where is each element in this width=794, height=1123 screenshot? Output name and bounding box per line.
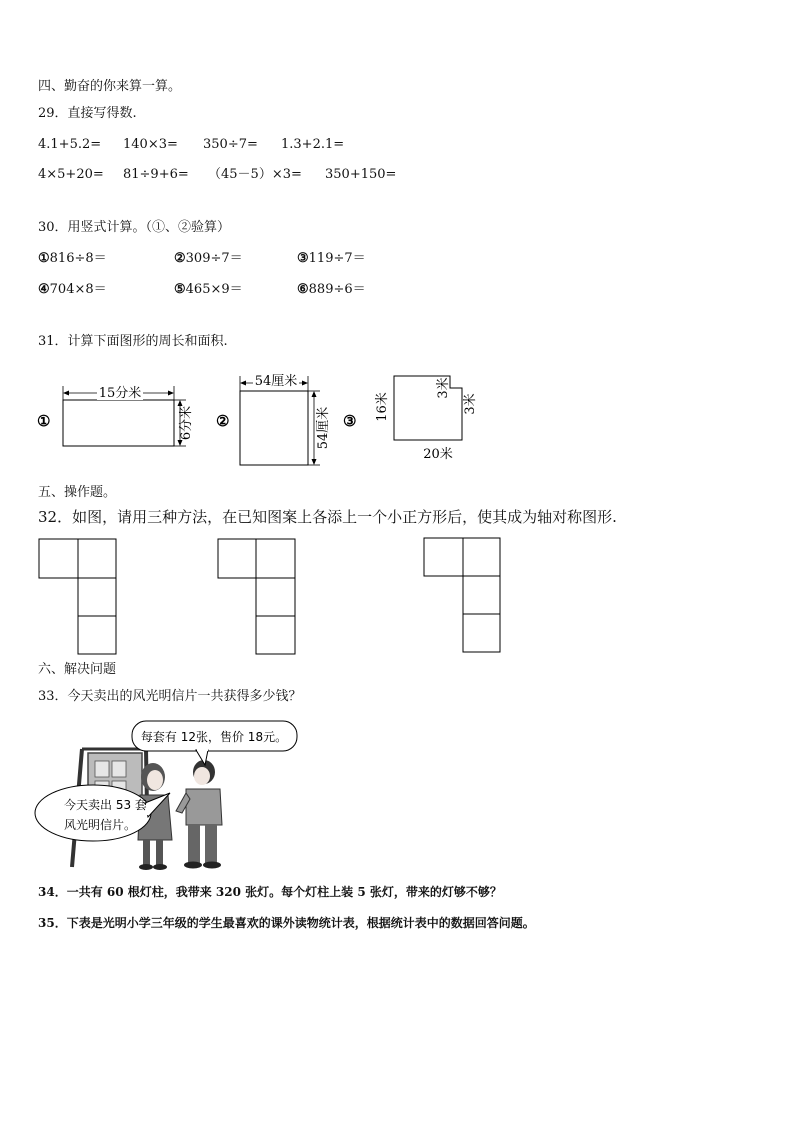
section-6-heading: 六、解决问题	[38, 662, 117, 677]
circled-number: ②	[216, 412, 230, 430]
q30-expression: 704×8＝	[49, 282, 107, 297]
q29-item: 81÷9+6=	[123, 167, 189, 182]
circled-number: ①	[37, 412, 51, 430]
q29-item: 350÷7=	[203, 137, 258, 152]
fig3-left-label: 16米	[375, 392, 390, 422]
section-5-heading: 五、操作题。	[38, 485, 117, 500]
q30-expression: 816÷8＝	[49, 251, 107, 266]
girl-bubble-line-2: 风光明信片。	[64, 818, 137, 832]
q30-expression: 889÷6＝	[308, 282, 366, 297]
boy-figure	[176, 760, 222, 869]
q29-item: 4.1+5.2=	[38, 137, 102, 152]
q30-item	[38, 283, 107, 296]
q29-item: 140×3=	[123, 137, 178, 152]
q32-pattern-3	[424, 538, 500, 652]
q32-figures	[0, 530, 794, 660]
circled-number: ③	[343, 412, 357, 430]
fig3-notch-label-a: 3米	[436, 377, 451, 399]
boy-speech-bubble	[132, 721, 297, 765]
q32-pattern-1	[39, 539, 116, 654]
q30-item	[38, 252, 107, 265]
fig2-top-label: 54厘米	[254, 374, 298, 389]
fig3-notched-rectangle	[394, 376, 462, 440]
q33-illustration	[0, 705, 794, 875]
fig2-side-label: 54厘米	[316, 406, 331, 450]
q31-figures	[0, 360, 794, 470]
circled-number: ①	[38, 251, 50, 266]
q34-title: 34．一共有 60 根灯柱，我带来 320 张灯。每个灯柱上装 5 张灯，带来的灯够不够？	[38, 885, 502, 899]
circled-number: ⑤	[174, 282, 186, 297]
q30-expression: 465×9＝	[185, 282, 243, 297]
boy-bubble-text: 每套有 12张，售价 18元。	[140, 730, 288, 744]
q32-pattern-2	[218, 539, 295, 654]
fig1-top-label: 15分米	[98, 386, 142, 401]
q30-expression: 309÷7＝	[185, 251, 243, 266]
circled-number: ③	[297, 251, 309, 266]
q29-item: （45－5）×3=	[208, 167, 302, 182]
fig3-notch-label-b: 3米	[463, 393, 478, 415]
q30-expression: 119÷7＝	[308, 251, 366, 266]
fig2-square	[240, 391, 308, 465]
q30-item	[174, 252, 243, 265]
fig1-rectangle	[63, 400, 174, 446]
fig3-bottom-label: 20米	[423, 447, 453, 462]
q30-title: 30．用竖式计算。（①、②验算）	[38, 220, 231, 235]
girl-bubble-line-1: 今天卖出 53 套	[64, 798, 147, 812]
q29-item: 1.3+2.1=	[281, 137, 345, 152]
q30-item	[174, 283, 243, 296]
q33-title: 33．今天卖出的风光明信片一共获得多少钱？	[38, 689, 302, 704]
fig1-side-label: 6分米	[179, 405, 194, 441]
circled-number: ⑥	[297, 282, 309, 297]
q29-title: 29．直接写得数.	[38, 106, 137, 121]
q35-title: 35．下表是光明小学三年级的学生最喜欢的课外读物统计表，根据统计表中的数据回答问题。	[38, 916, 535, 930]
q29-item: 350+150=	[325, 167, 397, 182]
circled-number: ④	[38, 282, 50, 297]
q32-title: 32．如图，请用三种方法，在已知图案上各添上一个小正方形后，使其成为轴对称图形.	[38, 508, 617, 526]
section-4-heading: 四、勤奋的你来算一算。	[38, 79, 182, 94]
q30-item	[297, 252, 366, 265]
q29-item: 4×5+20=	[38, 167, 104, 182]
q30-item	[297, 283, 366, 296]
circled-number: ②	[174, 251, 186, 266]
q31-title: 31．计算下面图形的周长和面积.	[38, 334, 228, 349]
